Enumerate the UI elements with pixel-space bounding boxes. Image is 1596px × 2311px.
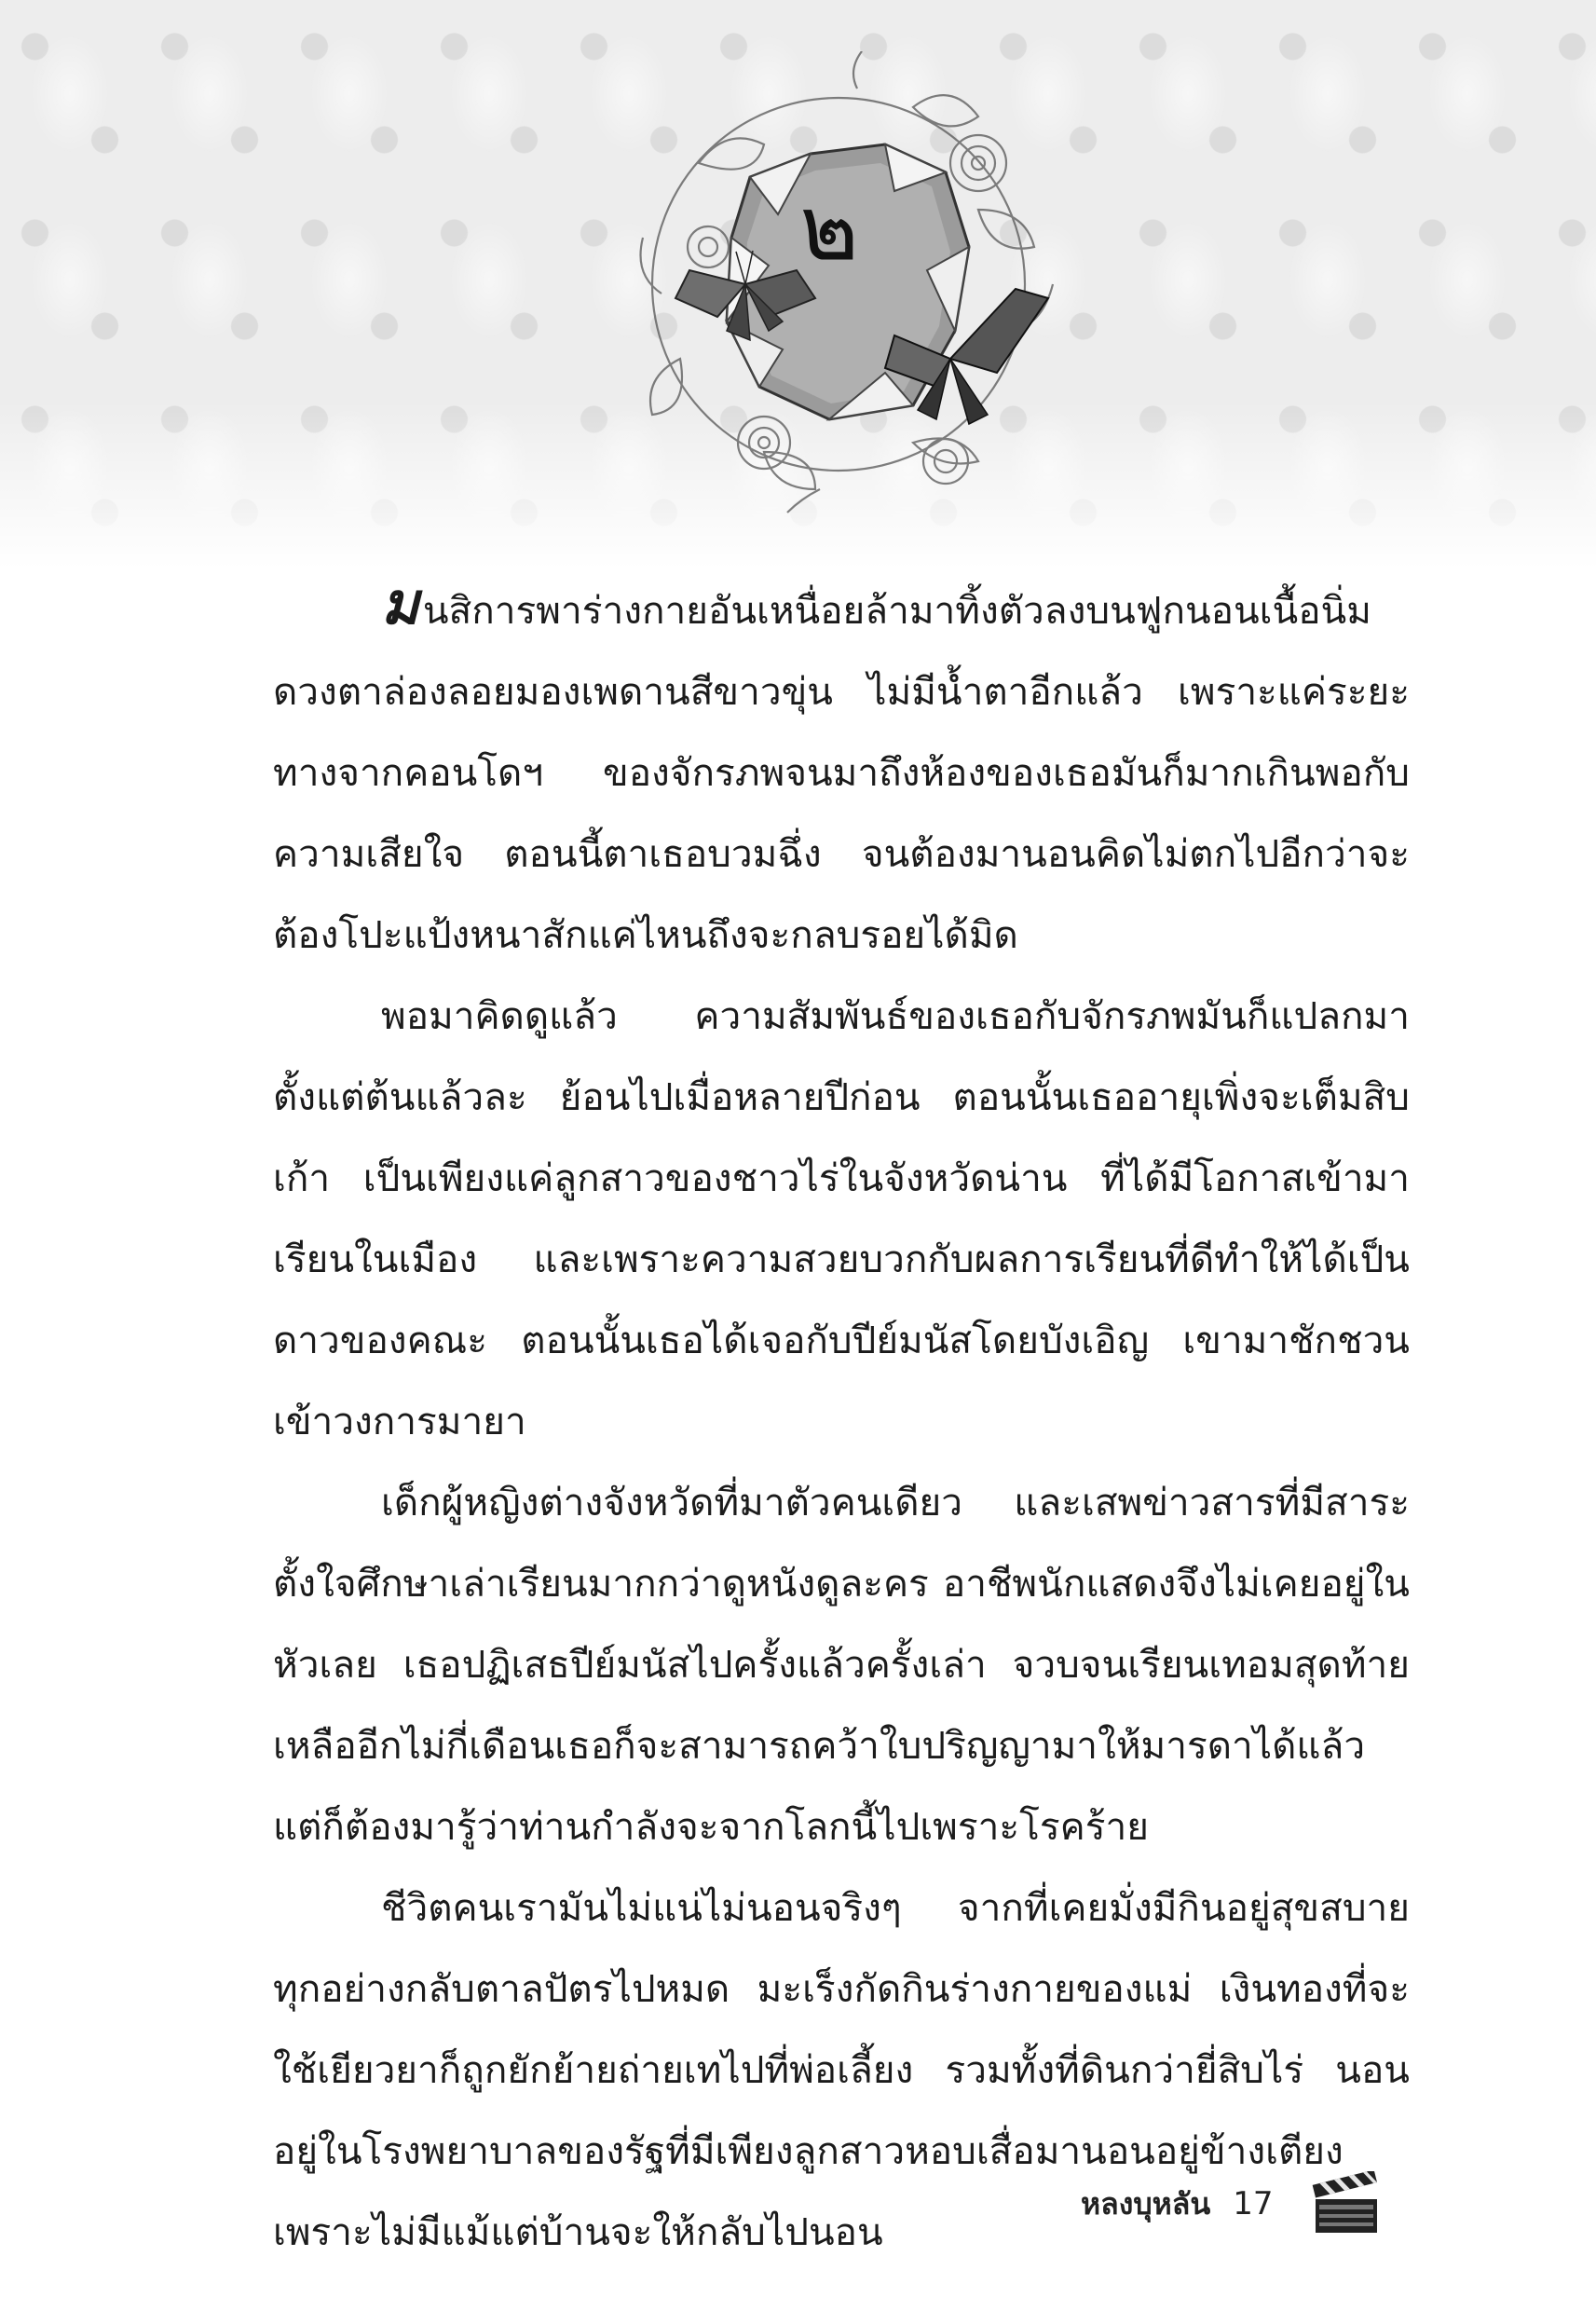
page-footer bbox=[1081, 2162, 1435, 2246]
paragraph: เด็กผู้หญิงต่างจังหวัดที่มาตัวคนเดียว และเสพข่าวสารที่มีสาระตั้งใจศึกษาเล่าเรียนมากกว่าดูหนังดูละคร อาชีพนักแสดงจึงไม่เคยอยู่ในหัวเลย เธอปฏิเสธปีย์มนัสไปครั้งแล้วครั้งเล่า จวบจนเรียนเทอมสุดท้าย เหลืออีกไม่กี่เดือนเธอก็จะสามารถคว้าใบปริญญามาให้มารดาได้แล้ว แต่ก็ต้องมารู้ว่าท่านกำลังจะจากโลกนี้ไปเพราะโรคร้าย bbox=[273, 1480, 1410, 1849]
paragraph-text: นสิการพาร่างกายอันเหนื่อยล้ามาทิ้งตัวลงบนฟูกนอนเนื้อนิ่ม ดวงตาล่องลอยมองเพดานสีขาวขุ่น ไม่มีน้ำตาอีกแล้ว เพราะแค่ระยะทางจากคอนโดฯ ของจักรภพจนมาถึงห้องของเธอมันก็มากเกินพอกับความเสียใจ ตอนนี้ตาเธอบวมฉึ่ง จนต้องมานอนคิดไม่ตกไปอีกว่าจะต้องโปะแป้งหนาสักแค่ไหนถึงจะกลบรอยได้มิด bbox=[273, 588, 1410, 957]
chapter-body bbox=[273, 570, 1410, 2273]
paragraph: ชีวิตคนเรามันไม่แน่ไม่นอนจริงๆ จากที่เคยมั่งมีกินอยู่สุขสบายทุกอย่างกลับตาลปัตรไปหมด มะเร็งกัดกินร่างกายของแม่ เงินทองที่จะใช้เยียวยาก็ถูกยักย้ายถ่ายเทไปที่พ่อเลี้ยง รวมทั้งที่ดินกว่ายี่สิบไร่ นอนอยู่ในโรงพยาบาลของรัฐที่มีเพียงลูกสาวหอบเสื่อมานอนอยู่ข้างเตียงเพราะไม่มีแม้แต่บ้านจะให้กลับไปนอน bbox=[273, 1885, 1410, 2254]
drop-cap: ม bbox=[381, 569, 419, 637]
chapter-number: ๒ bbox=[799, 176, 859, 280]
film-clapperboard-icon bbox=[1310, 2171, 1385, 2236]
paragraph bbox=[273, 570, 1410, 976]
paragraph: พอมาคิดดูแล้ว ความสัมพันธ์ของเธอกับจักรภพมันก็แปลกมาตั้งแต่ต้นแล้วละ ย้อนไปเมื่อหลายปีก่อน ตอนนั้นเธออายุเพิ่งจะเต็มสิบเก้า เป็นเพียงแค่ลูกสาวของชาวไร่ในจังหวัดน่าน ที่ได้มีโอกาสเข้ามาเรียนในเมือง และเพราะความสวยบวกกับผลการเรียนที่ดีทำให้ได้เป็นดาวของคณะ ตอนนั้นเธอได้เจอกับปีย์มนัสโดยบังเอิญ เขามาชักชวนเข้าวงการมายา bbox=[273, 993, 1410, 1443]
page-number: 17 bbox=[1233, 2185, 1274, 2222]
book-title: หลงบุหลัน bbox=[1081, 2185, 1211, 2222]
chapter-emblem bbox=[578, 51, 1099, 517]
